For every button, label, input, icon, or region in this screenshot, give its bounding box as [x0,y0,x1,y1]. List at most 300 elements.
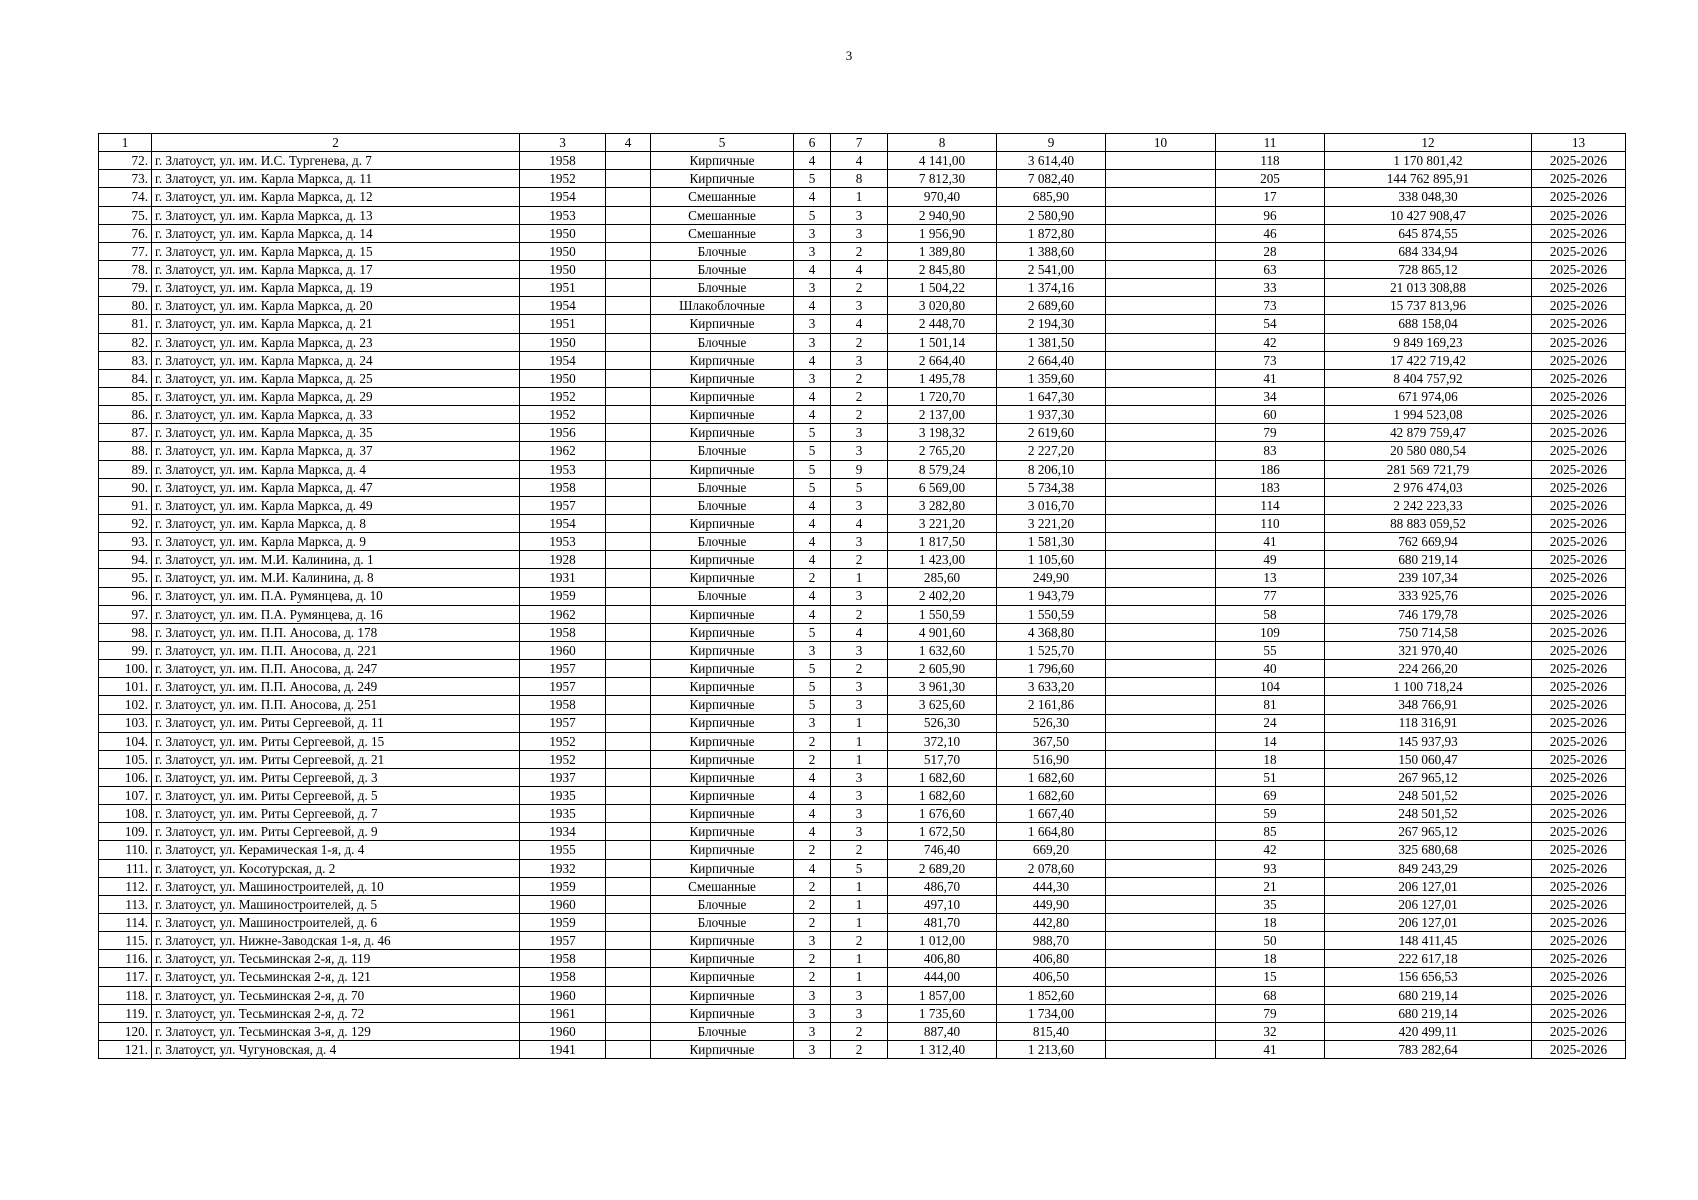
residential-area-cell: 1 796,60 [997,660,1106,678]
entrances-count-cell: 1 [831,950,888,968]
non-residential-area-cell [1106,460,1216,478]
floors-count-cell: 4 [794,387,831,405]
repair-period-cell: 2025-2026 [1532,533,1626,551]
repair-cost-cell: 750 714,58 [1325,623,1532,641]
table-row [99,1022,1626,1040]
floors-count-cell: 4 [794,768,831,786]
non-residential-area-cell [1106,170,1216,188]
total-area-cell: 3 020,80 [888,297,997,315]
residential-area-cell: 685,90 [997,188,1106,206]
residential-area-cell: 3 221,20 [997,514,1106,532]
year-built-cell: 1951 [520,279,606,297]
repair-cost-cell: 333 925,76 [1325,587,1532,605]
repair-period-cell: 2025-2026 [1532,224,1626,242]
entrances-count-cell: 2 [831,660,888,678]
total-area-cell: 1 682,60 [888,768,997,786]
repair-cost-cell: 145 937,93 [1325,732,1532,750]
row-number-cell: 74. [99,188,152,206]
repair-period-cell: 2025-2026 [1532,678,1626,696]
year-built-cell: 1958 [520,950,606,968]
row-number-cell: 84. [99,369,152,387]
table-row [99,805,1626,823]
repair-cost-cell: 20 580 080,54 [1325,442,1532,460]
table-row [99,260,1626,278]
year-built-cell: 1960 [520,986,606,1004]
year-commissioned-cell [606,986,651,1004]
address-cell: г. Златоуст, ул. им. П.П. Аносова, д. 251 [152,696,520,714]
repair-period-cell: 2025-2026 [1532,623,1626,641]
repair-period-cell: 2025-2026 [1532,823,1626,841]
entrances-count-cell: 3 [831,351,888,369]
wall-material-cell: Блочные [651,478,794,496]
repair-cost-cell: 338 048,30 [1325,188,1532,206]
year-commissioned-cell [606,823,651,841]
floors-count-cell: 3 [794,333,831,351]
floors-count-cell: 3 [794,279,831,297]
year-built-cell: 1957 [520,932,606,950]
repair-period-cell: 2025-2026 [1532,986,1626,1004]
non-residential-area-cell [1106,496,1216,514]
year-commissioned-cell [606,587,651,605]
total-area-cell: 1 672,50 [888,823,997,841]
total-area-cell: 1 682,60 [888,787,997,805]
repair-period-cell: 2025-2026 [1532,170,1626,188]
repair-cost-cell: 2 976 474,03 [1325,478,1532,496]
repair-cost-cell: 248 501,52 [1325,787,1532,805]
year-commissioned-cell [606,297,651,315]
wall-material-cell: Шлакоблочные [651,297,794,315]
wall-material-cell: Кирпичные [651,968,794,986]
row-number-cell: 86. [99,406,152,424]
repair-period-cell: 2025-2026 [1532,351,1626,369]
entrances-count-cell: 3 [831,823,888,841]
non-residential-area-cell [1106,260,1216,278]
wall-material-cell: Кирпичные [651,623,794,641]
floors-count-cell: 4 [794,406,831,424]
residents-count-cell: 49 [1216,551,1325,569]
year-commissioned-cell [606,279,651,297]
table-row [99,750,1626,768]
repair-cost-cell: 156 656,53 [1325,968,1532,986]
table-row [99,369,1626,387]
repair-cost-cell: 728 865,12 [1325,260,1532,278]
year-built-cell: 1953 [520,206,606,224]
year-built-cell: 1958 [520,968,606,986]
residential-area-cell: 5 734,38 [997,478,1106,496]
floors-count-cell: 4 [794,805,831,823]
row-number-cell: 83. [99,351,152,369]
year-commissioned-cell [606,641,651,659]
row-number-cell: 88. [99,442,152,460]
repair-cost-cell: 222 617,18 [1325,950,1532,968]
total-area-cell: 2 765,20 [888,442,997,460]
year-commissioned-cell [606,478,651,496]
residents-count-cell: 81 [1216,696,1325,714]
non-residential-area-cell [1106,188,1216,206]
repair-period-cell: 2025-2026 [1532,750,1626,768]
floors-count-cell: 5 [794,170,831,188]
repair-period-cell: 2025-2026 [1532,496,1626,514]
total-area-cell: 406,80 [888,950,997,968]
total-area-cell: 4 141,00 [888,152,997,170]
address-cell: г. Златоуст, ул. им. П.А. Румянцева, д. 16 [152,605,520,623]
address-cell: г. Златоуст, ул. им. Карла Маркса, д. 24 [152,351,520,369]
residents-count-cell: 41 [1216,533,1325,551]
repair-period-cell: 2025-2026 [1532,1041,1626,1059]
wall-material-cell: Блочные [651,587,794,605]
row-number-cell: 100. [99,660,152,678]
residents-count-cell: 85 [1216,823,1325,841]
address-cell: г. Златоуст, ул. им. Карла Маркса, д. 14 [152,224,520,242]
non-residential-area-cell [1106,841,1216,859]
address-cell: г. Златоуст, ул. им. Карла Маркса, д. 17 [152,260,520,278]
row-number-cell: 112. [99,877,152,895]
repair-period-cell: 2025-2026 [1532,841,1626,859]
residents-count-cell: 50 [1216,932,1325,950]
floors-count-cell: 2 [794,914,831,932]
year-commissioned-cell [606,841,651,859]
residents-count-cell: 28 [1216,242,1325,260]
address-cell: г. Златоуст, ул. им. Риты Сергеевой, д. 9 [152,823,520,841]
residents-count-cell: 58 [1216,605,1325,623]
year-built-cell: 1960 [520,1022,606,1040]
repair-period-cell: 2025-2026 [1532,478,1626,496]
column-header: 13 [1532,134,1626,152]
year-built-cell: 1958 [520,478,606,496]
row-number-cell: 117. [99,968,152,986]
wall-material-cell: Кирпичные [651,514,794,532]
row-number-cell: 92. [99,514,152,532]
year-built-cell: 1954 [520,188,606,206]
entrances-count-cell: 3 [831,696,888,714]
floors-count-cell: 4 [794,551,831,569]
row-number-cell: 107. [99,787,152,805]
year-commissioned-cell [606,315,651,333]
row-number-cell: 111. [99,859,152,877]
non-residential-area-cell [1106,714,1216,732]
repair-period-cell: 2025-2026 [1532,424,1626,442]
floors-count-cell: 2 [794,895,831,913]
wall-material-cell: Кирпичные [651,152,794,170]
total-area-cell: 1 735,60 [888,1004,997,1022]
floors-count-cell: 3 [794,932,831,950]
table-row [99,696,1626,714]
wall-material-cell: Кирпичные [651,1041,794,1059]
total-area-cell: 1 504,22 [888,279,997,297]
total-area-cell: 8 579,24 [888,460,997,478]
floors-count-cell: 4 [794,152,831,170]
row-number-cell: 95. [99,569,152,587]
repair-period-cell: 2025-2026 [1532,387,1626,405]
year-built-cell: 1958 [520,623,606,641]
total-area-cell: 1 012,00 [888,932,997,950]
residents-count-cell: 32 [1216,1022,1325,1040]
residential-area-cell: 1 550,59 [997,605,1106,623]
residents-count-cell: 69 [1216,787,1325,805]
total-area-cell: 2 664,40 [888,351,997,369]
wall-material-cell: Кирпичные [651,823,794,841]
row-number-cell: 120. [99,1022,152,1040]
year-commissioned-cell [606,859,651,877]
table-body [99,152,1626,1059]
residents-count-cell: 40 [1216,660,1325,678]
address-cell: г. Златоуст, ул. им. П.А. Румянцева, д. 10 [152,587,520,605]
wall-material-cell: Кирпичные [651,841,794,859]
residential-area-cell: 4 368,80 [997,623,1106,641]
year-built-cell: 1952 [520,750,606,768]
residential-area-cell: 988,70 [997,932,1106,950]
floors-count-cell: 5 [794,623,831,641]
column-header: 4 [606,134,651,152]
column-header: 5 [651,134,794,152]
residential-area-cell: 1 664,80 [997,823,1106,841]
floors-count-cell: 2 [794,841,831,859]
address-cell: г. Златоуст, ул. им. Карла Маркса, д. 15 [152,242,520,260]
repair-period-cell: 2025-2026 [1532,369,1626,387]
residents-count-cell: 83 [1216,442,1325,460]
floors-count-cell: 4 [794,605,831,623]
total-area-cell: 3 282,80 [888,496,997,514]
wall-material-cell: Кирпичные [651,986,794,1004]
residents-count-cell: 186 [1216,460,1325,478]
residents-count-cell: 183 [1216,478,1325,496]
floors-count-cell: 4 [794,297,831,315]
address-cell: г. Златоуст, ул. им. Карла Маркса, д. 19 [152,279,520,297]
year-commissioned-cell [606,569,651,587]
repair-cost-cell: 206 127,01 [1325,914,1532,932]
entrances-count-cell: 3 [831,424,888,442]
repair-cost-cell: 88 883 059,52 [1325,514,1532,532]
address-cell: г. Златоуст, ул. им. Карла Маркса, д. 9 [152,533,520,551]
residents-count-cell: 118 [1216,152,1325,170]
residential-area-cell: 449,90 [997,895,1106,913]
repair-cost-cell: 9 849 169,23 [1325,333,1532,351]
row-number-cell: 113. [99,895,152,913]
year-built-cell: 1928 [520,551,606,569]
table-row [99,768,1626,786]
table-row [99,932,1626,950]
non-residential-area-cell [1106,859,1216,877]
year-commissioned-cell [606,787,651,805]
residential-area-cell: 2 194,30 [997,315,1106,333]
total-area-cell: 1 501,14 [888,333,997,351]
residents-count-cell: 55 [1216,641,1325,659]
row-number-cell: 108. [99,805,152,823]
year-commissioned-cell [606,460,651,478]
entrances-count-cell: 3 [831,297,888,315]
residents-count-cell: 42 [1216,841,1325,859]
table-row [99,1004,1626,1022]
repair-period-cell: 2025-2026 [1532,859,1626,877]
non-residential-area-cell [1106,533,1216,551]
address-cell: г. Златоуст, ул. им. Карла Маркса, д. 11 [152,170,520,188]
floors-count-cell: 4 [794,260,831,278]
floors-count-cell: 4 [794,823,831,841]
table-row [99,478,1626,496]
total-area-cell: 497,10 [888,895,997,913]
residents-count-cell: 205 [1216,170,1325,188]
row-number-cell: 77. [99,242,152,260]
address-cell: г. Златоуст, ул. Чугуновская, д. 4 [152,1041,520,1059]
floors-count-cell: 2 [794,950,831,968]
residential-area-cell: 516,90 [997,750,1106,768]
year-built-cell: 1958 [520,696,606,714]
entrances-count-cell: 2 [831,841,888,859]
year-commissioned-cell [606,424,651,442]
total-area-cell: 1 676,60 [888,805,997,823]
residential-area-cell: 3 614,40 [997,152,1106,170]
row-number-cell: 104. [99,732,152,750]
table-row [99,841,1626,859]
address-cell: г. Златоуст, ул. им. Риты Сергеевой, д. 3 [152,768,520,786]
year-built-cell: 1932 [520,859,606,877]
row-number-cell: 89. [99,460,152,478]
residential-area-cell: 1 667,40 [997,805,1106,823]
table-row [99,986,1626,1004]
year-built-cell: 1961 [520,1004,606,1022]
row-number-cell: 121. [99,1041,152,1059]
total-area-cell: 444,00 [888,968,997,986]
row-number-cell: 118. [99,986,152,1004]
year-built-cell: 1950 [520,242,606,260]
wall-material-cell: Кирпичные [651,768,794,786]
year-built-cell: 1952 [520,732,606,750]
entrances-count-cell: 3 [831,678,888,696]
row-number-cell: 97. [99,605,152,623]
wall-material-cell: Блочные [651,914,794,932]
address-cell: г. Златоуст, ул. Тесьминская 2-я, д. 72 [152,1004,520,1022]
table-row [99,787,1626,805]
year-commissioned-cell [606,442,651,460]
table-row [99,1041,1626,1059]
floors-count-cell: 3 [794,242,831,260]
repair-cost-cell: 42 879 759,47 [1325,424,1532,442]
repair-cost-cell: 680 219,14 [1325,986,1532,1004]
non-residential-area-cell [1106,224,1216,242]
row-number-cell: 72. [99,152,152,170]
row-number-cell: 81. [99,315,152,333]
repair-cost-cell: 746 179,78 [1325,605,1532,623]
year-built-cell: 1957 [520,496,606,514]
table-row [99,242,1626,260]
table-row [99,569,1626,587]
repair-period-cell: 2025-2026 [1532,242,1626,260]
repair-period-cell: 2025-2026 [1532,206,1626,224]
year-built-cell: 1960 [520,641,606,659]
address-cell: г. Златоуст, ул. Керамическая 1-я, д. 4 [152,841,520,859]
row-number-cell: 93. [99,533,152,551]
floors-count-cell: 3 [794,714,831,732]
address-cell: г. Златоуст, ул. Машиностроителей, д. 10 [152,877,520,895]
year-commissioned-cell [606,623,651,641]
repair-cost-cell: 684 334,94 [1325,242,1532,260]
residential-area-cell: 815,40 [997,1022,1106,1040]
residential-area-cell: 444,30 [997,877,1106,895]
repair-cost-cell: 348 766,91 [1325,696,1532,714]
table-row [99,533,1626,551]
repair-cost-cell: 281 569 721,79 [1325,460,1532,478]
residents-count-cell: 41 [1216,1041,1325,1059]
table-row [99,224,1626,242]
wall-material-cell: Кирпичные [651,315,794,333]
residential-area-cell: 2 689,60 [997,297,1106,315]
total-area-cell: 4 901,60 [888,623,997,641]
floors-count-cell: 3 [794,1022,831,1040]
entrances-count-cell: 1 [831,732,888,750]
repair-period-cell: 2025-2026 [1532,932,1626,950]
year-built-cell: 1950 [520,224,606,242]
year-commissioned-cell [606,152,651,170]
entrances-count-cell: 2 [831,279,888,297]
column-header: 10 [1106,134,1216,152]
residential-area-cell: 1 852,60 [997,986,1106,1004]
row-number-cell: 91. [99,496,152,514]
row-number-cell: 105. [99,750,152,768]
address-cell: г. Златоуст, ул. Тесьминская 2-я, д. 119 [152,950,520,968]
floors-count-cell: 3 [794,1041,831,1059]
residential-area-cell: 3 633,20 [997,678,1106,696]
entrances-count-cell: 2 [831,551,888,569]
wall-material-cell: Кирпичные [651,696,794,714]
entrances-count-cell: 3 [831,533,888,551]
year-commissioned-cell [606,260,651,278]
wall-material-cell: Кирпичные [651,750,794,768]
address-cell: г. Златоуст, ул. Машиностроителей, д. 5 [152,895,520,913]
total-area-cell: 2 689,20 [888,859,997,877]
address-cell: г. Златоуст, ул. им. Риты Сергеевой, д. 11 [152,714,520,732]
entrances-count-cell: 5 [831,478,888,496]
non-residential-area-cell [1106,895,1216,913]
total-area-cell: 1 632,60 [888,641,997,659]
wall-material-cell: Кирпичные [651,932,794,950]
table-row [99,351,1626,369]
non-residential-area-cell [1106,351,1216,369]
floors-count-cell: 4 [794,188,831,206]
repair-cost-cell: 206 127,01 [1325,895,1532,913]
repair-cost-cell: 680 219,14 [1325,551,1532,569]
entrances-count-cell: 3 [831,442,888,460]
non-residential-area-cell [1106,1022,1216,1040]
year-commissioned-cell [606,206,651,224]
row-number-cell: 110. [99,841,152,859]
repair-period-cell: 2025-2026 [1532,514,1626,532]
total-area-cell: 285,60 [888,569,997,587]
wall-material-cell: Смешанные [651,877,794,895]
repair-period-cell: 2025-2026 [1532,914,1626,932]
total-area-cell: 1 495,78 [888,369,997,387]
table-row [99,587,1626,605]
year-commissioned-cell [606,1041,651,1059]
year-commissioned-cell [606,387,651,405]
entrances-count-cell: 3 [831,986,888,1004]
year-commissioned-cell [606,224,651,242]
year-commissioned-cell [606,950,651,968]
wall-material-cell: Кирпичные [651,1004,794,1022]
address-cell: г. Златоуст, ул. им. М.И. Калинина, д. 8 [152,569,520,587]
entrances-count-cell: 2 [831,242,888,260]
residential-area-cell: 2 619,60 [997,424,1106,442]
floors-count-cell: 3 [794,641,831,659]
floors-count-cell: 4 [794,496,831,514]
repair-cost-cell: 849 243,29 [1325,859,1532,877]
address-cell: г. Златоуст, ул. им. П.П. Аносова, д. 249 [152,678,520,696]
year-built-cell: 1935 [520,787,606,805]
entrances-count-cell: 3 [831,787,888,805]
year-built-cell: 1954 [520,297,606,315]
repair-cost-cell: 148 411,45 [1325,932,1532,950]
residential-area-cell: 8 206,10 [997,460,1106,478]
table-row [99,206,1626,224]
